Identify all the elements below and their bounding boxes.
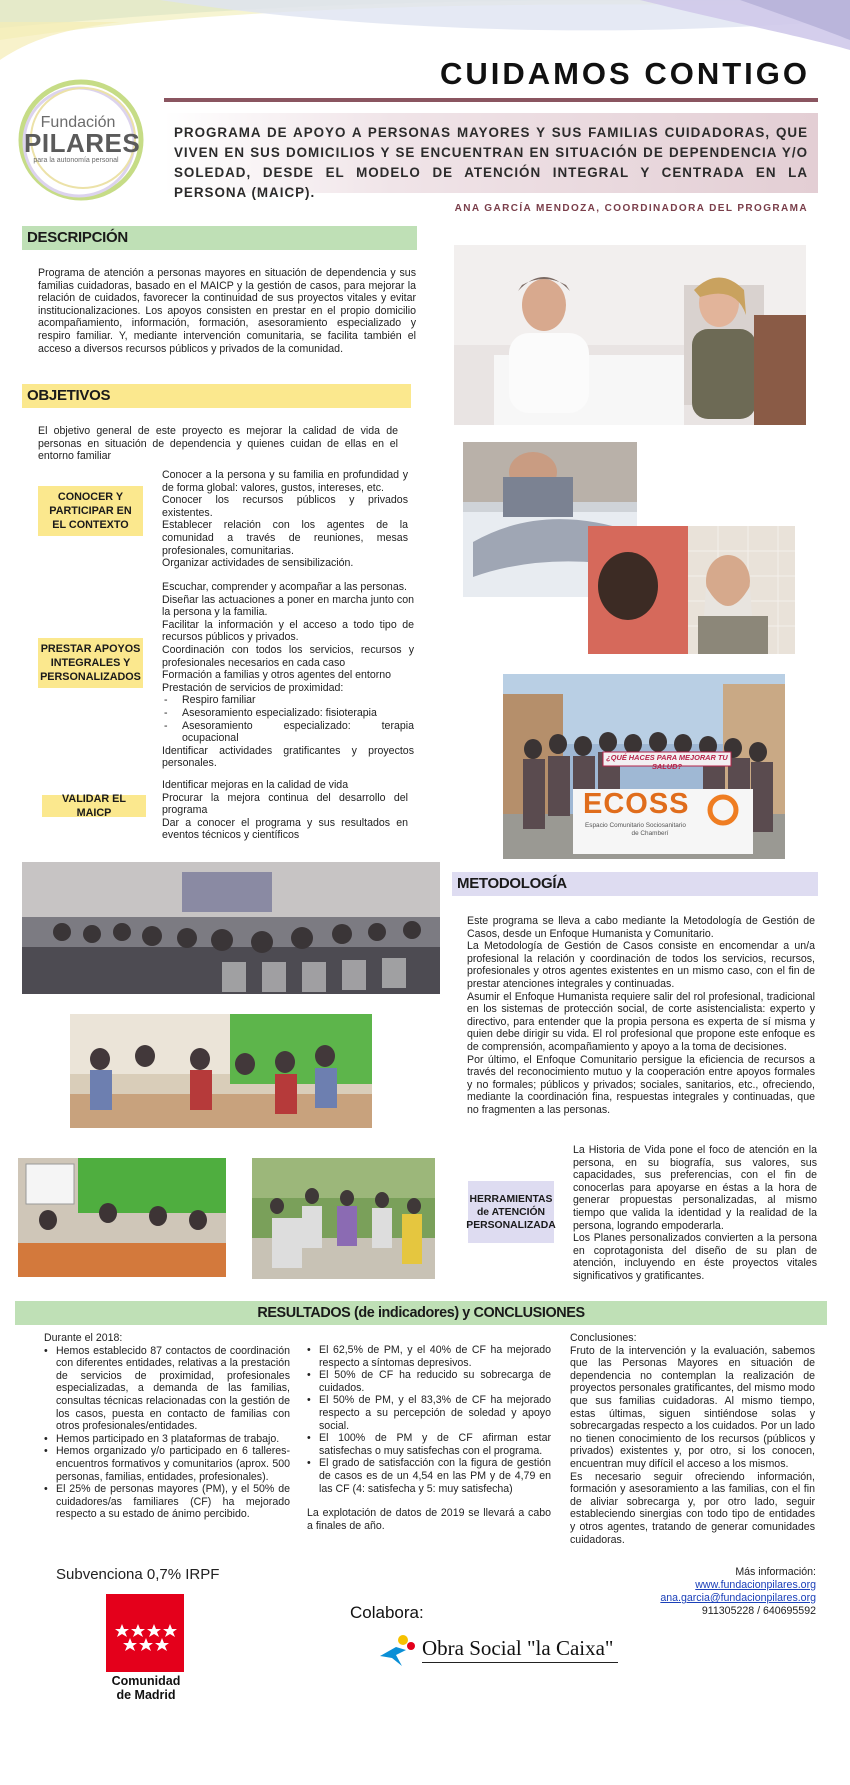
- logo-text-fundacion: Fundación: [40, 114, 116, 131]
- resultados-item: • El 50% de PM, y el 83,3% de CF ha mejorado respecto a su percepción de soledad y apoyo social.: [307, 1394, 551, 1432]
- conclusiones-paragraph: Fruto de la intervención y la evaluación, sabemos que las Personas Mayores en situación de dependencia no contemplan la realización de proyectos personales gratificantes, del mismo modo que sus familias cuidadoras. Al mismo tiempo, estas últimas, siguen sintiéndose solas y sobrecargadas respecto a los cuidados. Por un lado no tienen conocimiento de los recursos (públicos y privados) existentes y, por otro, si los conocen, encuentran muy difícil el acceso a los mismos.: [570, 1344, 815, 1470]
- resultados-heading: RESULTADOS (de indicadores) y CONCLUSIONES: [15, 1301, 827, 1325]
- metodologia-paragraph: Por último, el Enfoque Comunitario persigue la eficiencia de recursos a través del reconocimiento mutuo y la cooperación entre apoyos formales y no formales; públicos y privados; sociales, sanitarios, etc., ofreciendo, mediante la coordinación fina, respuestas integrales y continuadas, que no fragmenten a las personas.: [467, 1053, 815, 1116]
- madrid-line2: de Madrid: [116, 1688, 176, 1702]
- conocer-line: Establecer relación con los agentes de la comunidad a través de reuniones, mesas profesionales, comunitarias.: [162, 519, 408, 557]
- prestar-list: [162, 581, 414, 770]
- validar-line: Procurar la mejora continua del desarrollo del programa: [162, 791, 408, 817]
- resultados-item: • El grado de satisfacción con la figura de gestión de casos es de un 4,54 en las PM y de 4,79 en las CF (4: satisfecha y 5: muy satisfecha): [307, 1457, 551, 1495]
- logo-text-pilares: PILARES: [24, 128, 141, 158]
- metodologia-paragraph: Este programa se lleva a cabo mediante la Metodología de Gestión de Casos, desde un Enfoque Humanista y Comunitario.: [467, 915, 815, 940]
- la-caixa-star-icon: [378, 1634, 420, 1668]
- photo-outdoor-exercise: [252, 1158, 435, 1279]
- la-caixa-text: Obra Social "la Caixa": [422, 1636, 614, 1660]
- comunidad-madrid-text: [98, 1674, 194, 1702]
- prestar-line: Escuchar, comprender y acompañar a las personas.: [162, 581, 407, 593]
- photo-ecoss-group: [503, 674, 785, 859]
- prestar-subitem: - Asesoramiento especializado: fisioterapia: [162, 707, 414, 720]
- la-caixa-underline: [422, 1662, 618, 1663]
- conocer-list: [162, 469, 408, 570]
- resultados-item: • El 50% de CF ha reducido su sobrecarga de cuidados.: [307, 1369, 551, 1394]
- email-link[interactable]: ana.garcia@fundacionpilares.org: [660, 1592, 816, 1604]
- resultados-item: • El 62,5% de PM, y el 40% de CF ha mejorado respecto a síntomas depresivos.: [307, 1344, 551, 1369]
- ecoss-banner-text: ¿QUÉ HACES PARA MEJORAR TU SALUD?: [606, 753, 728, 771]
- prestar-line: Prestación de servicios de proximidad:: [162, 681, 344, 694]
- resultados-item: • El 100% de PM y de CF afirman estar satisfechas o muy satisfechas con el programa.: [307, 1432, 551, 1457]
- page-subtitle: PROGRAMA DE APOYO A PERSONAS MAYORES Y SUS FAMILIAS CUIDADORAS, QUE VIVEN EN SUS DOMICILIOS Y SE ENCUENTRAN EN SITUACIÓN DE DEPENDENCIA Y/O SOLEDAD, DESDE EL MODELO DE ATENCIÓN INTEGRAL Y CENTRADA EN LA PERSONA (MAICP).: [164, 113, 818, 193]
- descripcion-text: Programa de atención a personas mayores en situación de dependencia y sus familias cuidadoras, basado en el MAICP y la gestión de casos, para mejorar la relación de cuidados, favorecer la continuidad de sus proyectos vitales y evitar institucionalizaciones. Los apoyos consisten en prestar en el propio domicilio acompañamiento, información, formación, asesoramiento especializado y respiro familiar. Y, mediante intervención comunitaria, se facilita también el acceso a diversos recursos públicos y privados de la comunidad.: [38, 267, 416, 355]
- prestar-line: Diseñar las actuaciones a poner en marcha junto con la persona y la familia.: [162, 593, 414, 619]
- resultados-col3: [570, 1332, 815, 1546]
- tag-herramientas: HERRAMIENTAS de ATENCIÓN PERSONALIZADA: [468, 1181, 554, 1243]
- prestar-subitem: - Asesoramiento especializado: terapia ocupacional: [162, 720, 414, 745]
- logo-text-tagline: para la autonomía personal: [33, 157, 119, 164]
- metodologia-text: [467, 915, 815, 1117]
- prestar-line: Coordinación con todos los servicios, recursos y profesionales necesarios en cada caso: [162, 643, 414, 669]
- prestar-subitem: - Respiro familiar: [162, 694, 414, 707]
- herramientas-paragraph: Los Planes personalizados convierten a la persona en coprotagonista del diseño de su plan de atención, incluyendo en éste proyectos vitales significativos y gratificantes.: [573, 1232, 817, 1282]
- resultados-item: • Hemos participado en 3 plataformas de trabajo.: [44, 1433, 290, 1446]
- website-link[interactable]: www.fundacionpilares.org: [695, 1579, 816, 1591]
- tag-validar: VALIDAR EL MAICP: [42, 795, 146, 817]
- photo-presentation-session: [18, 1158, 226, 1277]
- ecoss-sub1: Espacio Comunitario Sociosanitario: [585, 822, 686, 829]
- resultados-item: • Hemos organizado y/o participado en 6 talleres-encuentros formativos y comunitarios (aprox. 500 personas, familias, entidades, profesionales).: [44, 1445, 290, 1483]
- herramientas-paragraph: La Historia de Vida pone el foco de atención en la persona, en su biografía, sus valores, sus capacidades, sus preferencias, con el fin de conocerlas para apoyarse en éstas a la hora de generar propuestas personalizadas, al mismo tiempo que valida la identidad y la realidad de la persona, logrando empoderarla.: [573, 1144, 817, 1232]
- metodologia-paragraph: La Metodología de Gestión de Casos consiste en encomendar a un/a profesional la relación y coordinación de todos los servicios, recursos, profesionales y otros agentes existentes en un mismo caso, con el fin de prestar atenciones integrales y continuadas.: [467, 940, 815, 990]
- tag-prestar: PRESTAR APOYOS INTEGRALES Y PERSONALIZADOS: [38, 638, 143, 688]
- resultados-col2-footer: La explotación de datos de 2019 se llevará a cabo a finales de año.: [307, 1507, 551, 1532]
- resultados-col1-intro: Durante el 2018:: [44, 1332, 123, 1344]
- validar-line: Dar a conocer el programa y sus resultados en eventos técnicos y científicos: [162, 816, 408, 842]
- prestar-line: Facilitar la información y el acceso a todo tipo de recursos públicos y privados.: [162, 618, 414, 644]
- photo-elderly-man-with-helper: [588, 526, 795, 654]
- resultados-item: • El 25% de personas mayores (PM), y el 50% de cuidadores/as familiares (CF) ha mejorado respecto a su estado de ánimo percibido.: [44, 1483, 290, 1521]
- resultados-col2: [307, 1344, 551, 1532]
- metodologia-heading: METODOLOGÍA: [452, 872, 818, 896]
- photo-workshop-room: [70, 1014, 372, 1128]
- objetivos-intro: El objetivo general de este proyecto es mejorar la calidad de vida de personas en situación de dependencia y quienes cuidan de ellas en el entorno familiar: [38, 425, 398, 463]
- descripcion-heading: DESCRIPCIÓN: [22, 226, 417, 250]
- conocer-line: Conocer los recursos públicos y privados existentes.: [162, 494, 408, 519]
- mas-info-label: Más información:: [735, 1566, 816, 1578]
- resultados-item: • Hemos establecido 87 contactos de coordinación con diferentes entidades, relativas a la prestación de servicios de proximidad, profesionales especializadas, a demanda de las familias, consultas técnicas relacionadas con la gestión de los casos, puesta en contacto de familias con otros profesionales/entidades.: [44, 1345, 290, 1433]
- conclusiones-paragraph: Es necesario seguir ofreciendo información, formación y asesoramiento a las familias, con el fin de aliviar sobrecarga y, por otro lado, seguir estableciendo sinergias con todo tipo de entidades y otros agentes, tratando de generar comunidades cuidadoras.: [570, 1470, 815, 1546]
- conclusiones-title: Conclusiones:: [570, 1332, 637, 1344]
- metodologia-paragraph: Asumir el Enfoque Humanista requiere salir del rol profesional, tradicional en los sistemas de protección social, de corte asistencialista: experto y directivo, para entender que la propia persona es experta de sí misma y quien debe dirigir su vida. El rol profesional que propone este enfoque es de comprensión, acompañamiento y apoyo a la toma de decisiones.: [467, 990, 815, 1053]
- ecoss-name: ECOSS: [583, 788, 690, 820]
- conocer-line: Organizar actividades de sensibilización.: [162, 557, 354, 570]
- mas-info-block: [590, 1566, 816, 1618]
- page-title: CUIDAMOS CONTIGO: [439, 56, 810, 91]
- photo-conference-audience: [22, 862, 440, 994]
- prestar-line: Identificar actividades gratificantes y proyectos personales.: [162, 744, 414, 770]
- prestar-line: Formación a familias y otros agentes del entorno: [162, 669, 392, 682]
- author-line: ANA GARCÍA MENDOZA, COORDINADORA DEL PROGRAMA: [454, 203, 808, 214]
- subvenciona-text: Subvenciona 0,7% IRPF: [56, 1566, 220, 1583]
- title-underline: [164, 98, 818, 102]
- ecoss-sub2: de Chamberí: [631, 830, 669, 837]
- phone-numbers: 911305228 / 640695592: [701, 1605, 816, 1617]
- colabora-text: Colabora:: [350, 1603, 424, 1622]
- madrid-line1: Comunidad: [111, 1674, 181, 1688]
- conocer-line: Conocer a la persona y su familia en profundidad y de forma global: valores, gustos, intereses, etc.: [162, 469, 408, 494]
- validar-line: Identificar mejoras en la calidad de vida: [162, 779, 349, 791]
- herramientas-text: [573, 1144, 817, 1283]
- comunidad-madrid-logo: [106, 1594, 184, 1672]
- resultados-col1: [44, 1332, 290, 1521]
- validar-list: [162, 779, 408, 842]
- tag-conocer: CONOCER Y PARTICIPAR EN EL CONTEXTO: [38, 486, 143, 536]
- photo-two-women-talking: [454, 245, 806, 425]
- objetivos-heading: OBJETIVOS: [22, 384, 411, 408]
